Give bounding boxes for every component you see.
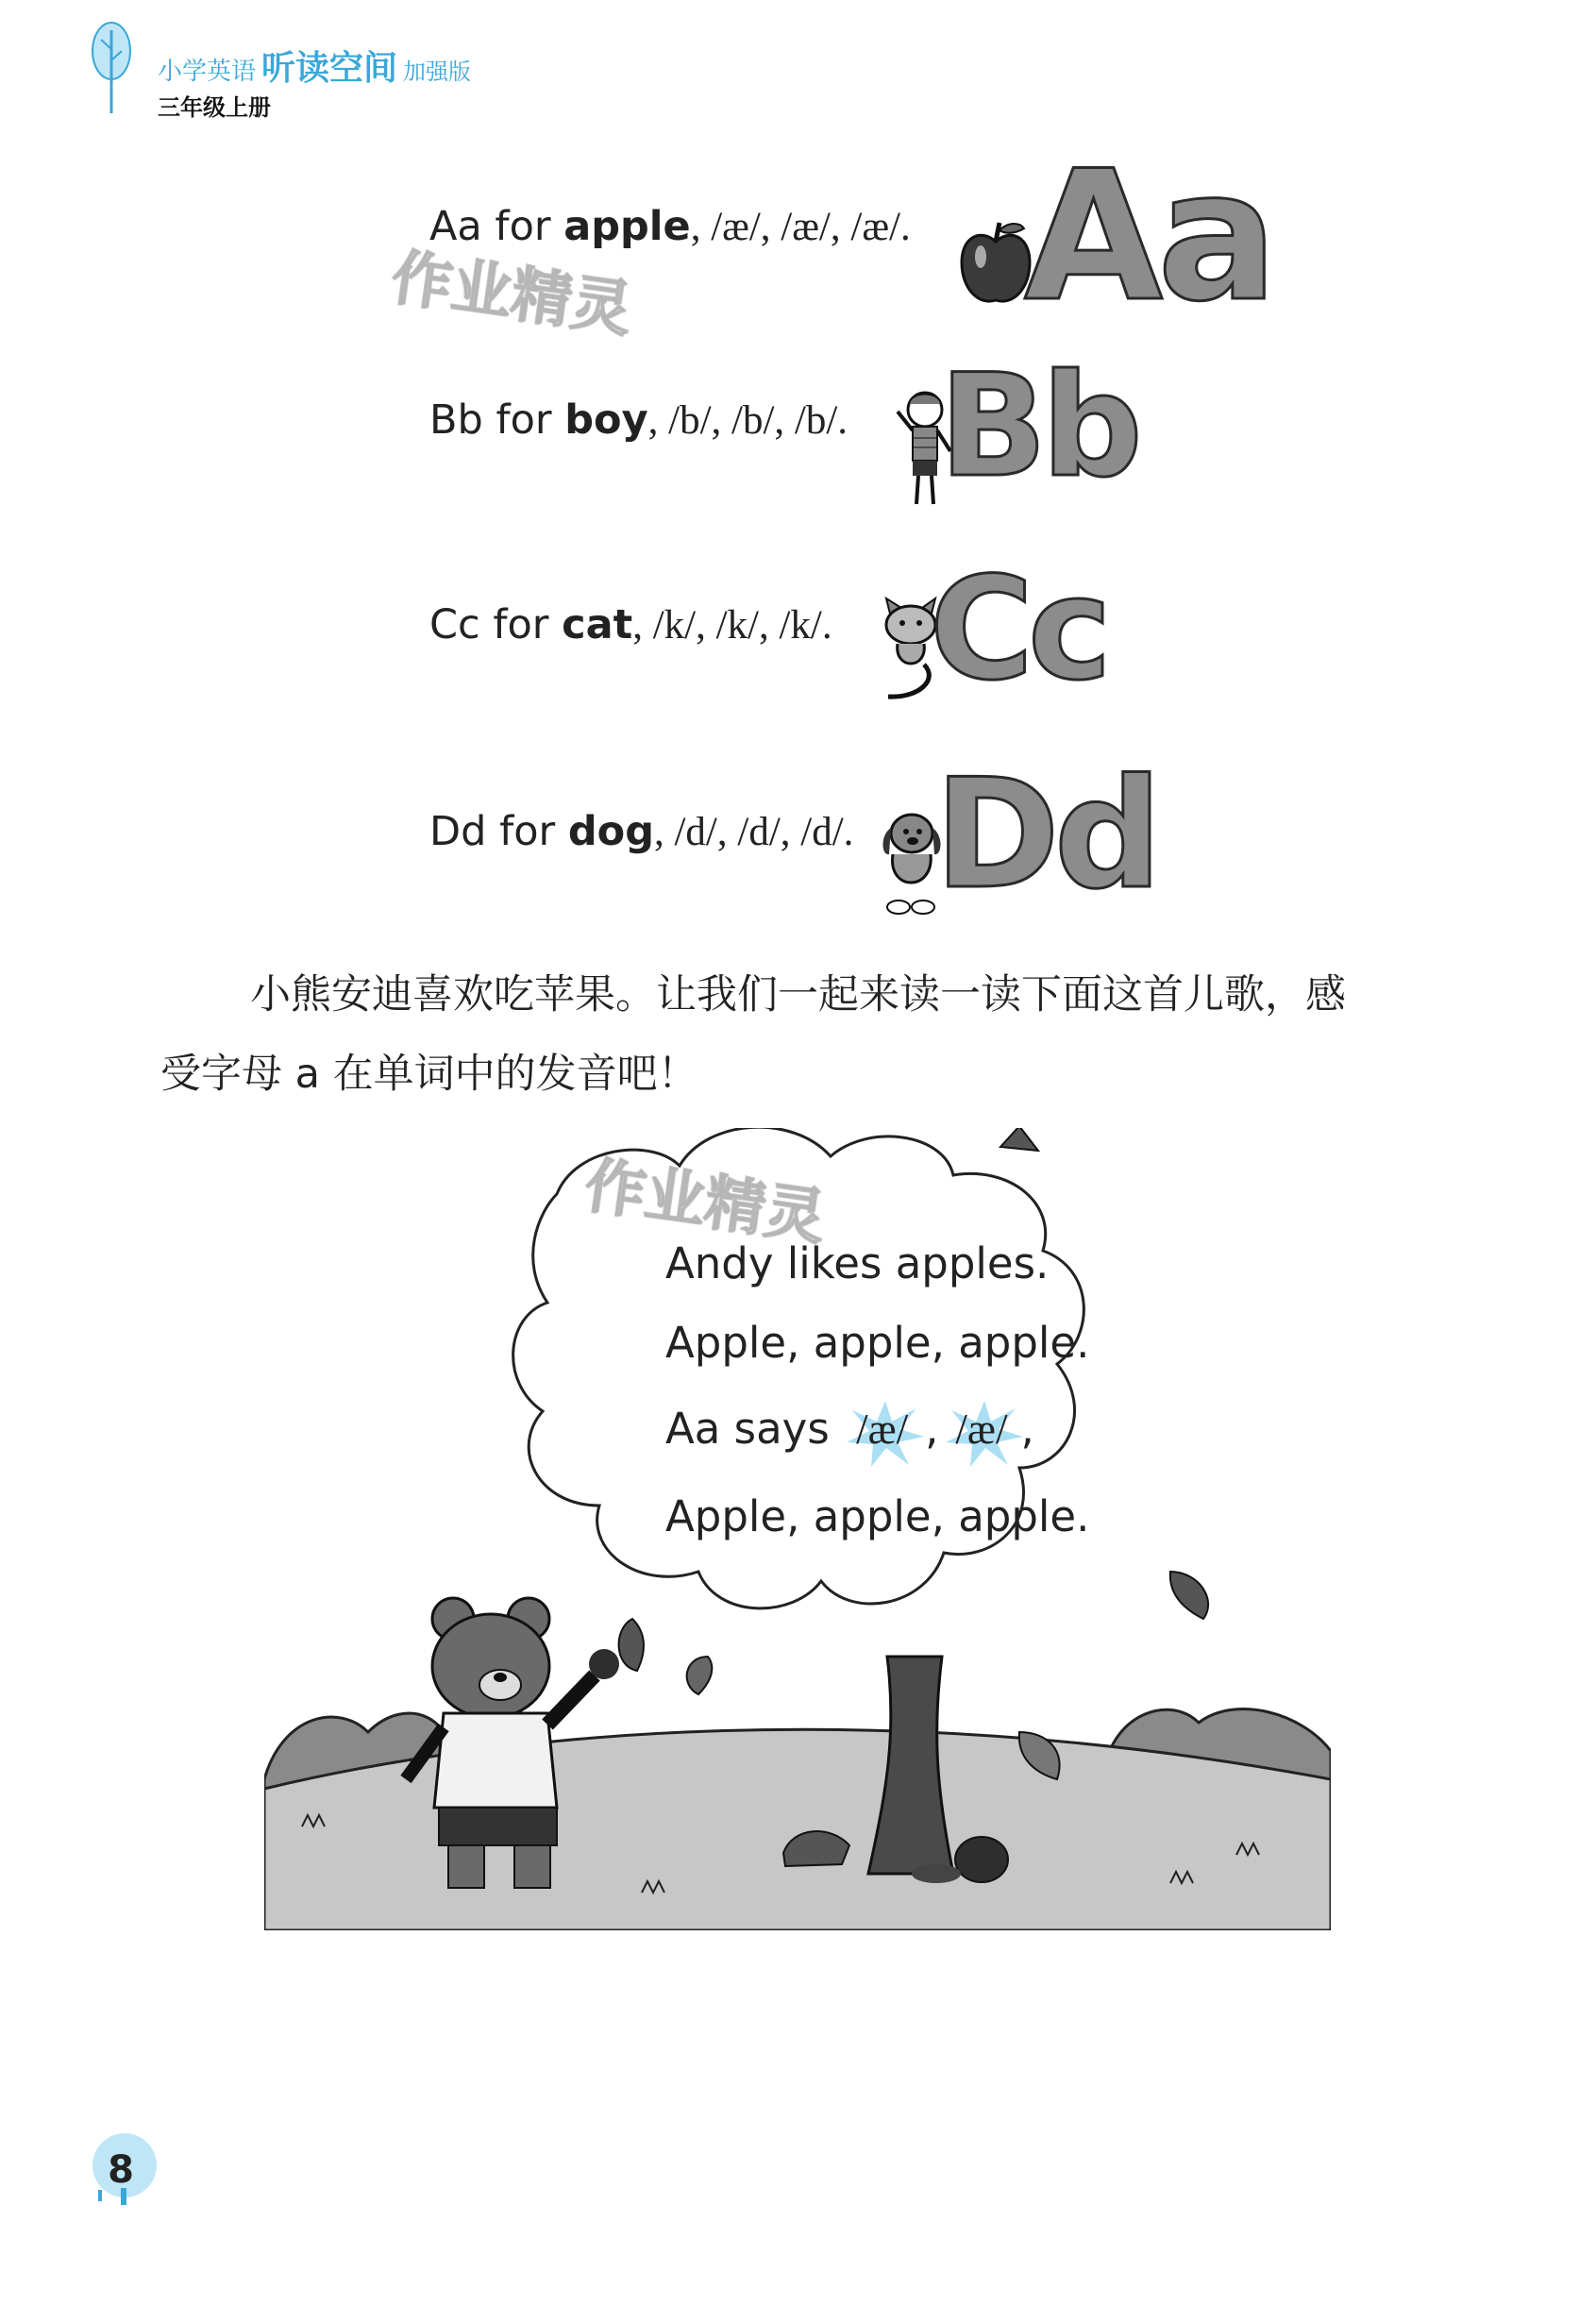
phonics-sounds: , /d/, /d/, /d/.	[653, 810, 854, 854]
big-letters-b: Bb	[939, 345, 1137, 509]
series-title-part3: 加强版	[403, 59, 472, 85]
watermark: 作业精灵	[387, 243, 637, 346]
phonics-keyword: boy	[564, 396, 648, 444]
ipa-sound-2	[955, 1405, 1007, 1454]
phonics-sounds: , /æ/, /æ/, /æ/.	[690, 205, 911, 249]
instruction-line-2: 受字母 a 在单词中的发音吧！	[160, 1051, 698, 1098]
page-number: 8	[108, 2148, 134, 2192]
apple-icon	[958, 215, 1033, 310]
phonics-line-c	[429, 601, 832, 648]
watermark: 作业精灵	[580, 1151, 831, 1254]
instruction-line-1: 小熊安迪喜欢吃苹果。让我们一起来读一读下面这首儿歌，感	[250, 971, 1346, 1018]
series-title-part1: 小学英语	[158, 58, 257, 86]
chant-end-comma: ,	[1020, 1404, 1034, 1454]
phonics-line-d	[429, 808, 853, 855]
phonics-line-b	[429, 396, 848, 444]
chant-line-4: Apple, apple, apple.	[665, 1491, 1090, 1541]
ipa-text: /æ/	[856, 1406, 909, 1453]
phonics-sounds: , /b/, /b/, /b/.	[647, 398, 848, 443]
ipa-sound-1	[856, 1405, 908, 1454]
phonics-prefix: Cc for	[429, 601, 563, 648]
big-letters-a: Aa	[1024, 132, 1273, 341]
phonics-keyword: cat	[562, 601, 633, 648]
chant-line-1: Andy likes apples.	[665, 1238, 1050, 1288]
page-header	[90, 21, 580, 125]
instruction-text	[160, 955, 1463, 1114]
phonics-prefix: Aa for	[429, 203, 564, 250]
series-title	[158, 42, 471, 90]
phonics-sounds: , /k/, /k/, /k/.	[632, 603, 832, 648]
chant-line-3	[665, 1404, 1034, 1454]
phonics-line-a	[429, 203, 911, 250]
ipa-text: /æ/	[955, 1406, 1008, 1453]
chant-says: Aa says	[665, 1404, 830, 1454]
series-title-part2: 听读空间	[261, 49, 398, 88]
phonics-keyword: dog	[567, 808, 654, 855]
tree-logo-icon	[90, 21, 133, 115]
big-letters-d: Dd	[934, 746, 1157, 922]
chant-separator: ,	[925, 1404, 939, 1454]
phonics-prefix: Bb for	[429, 396, 565, 444]
grade-label: 三年级上册	[158, 93, 271, 121]
chant-line-2: Apple, apple, apple.	[665, 1318, 1090, 1368]
big-letters-c: Cc	[930, 547, 1106, 712]
phonics-keyword: apple	[563, 203, 691, 250]
phonics-prefix: Dd for	[429, 808, 568, 855]
